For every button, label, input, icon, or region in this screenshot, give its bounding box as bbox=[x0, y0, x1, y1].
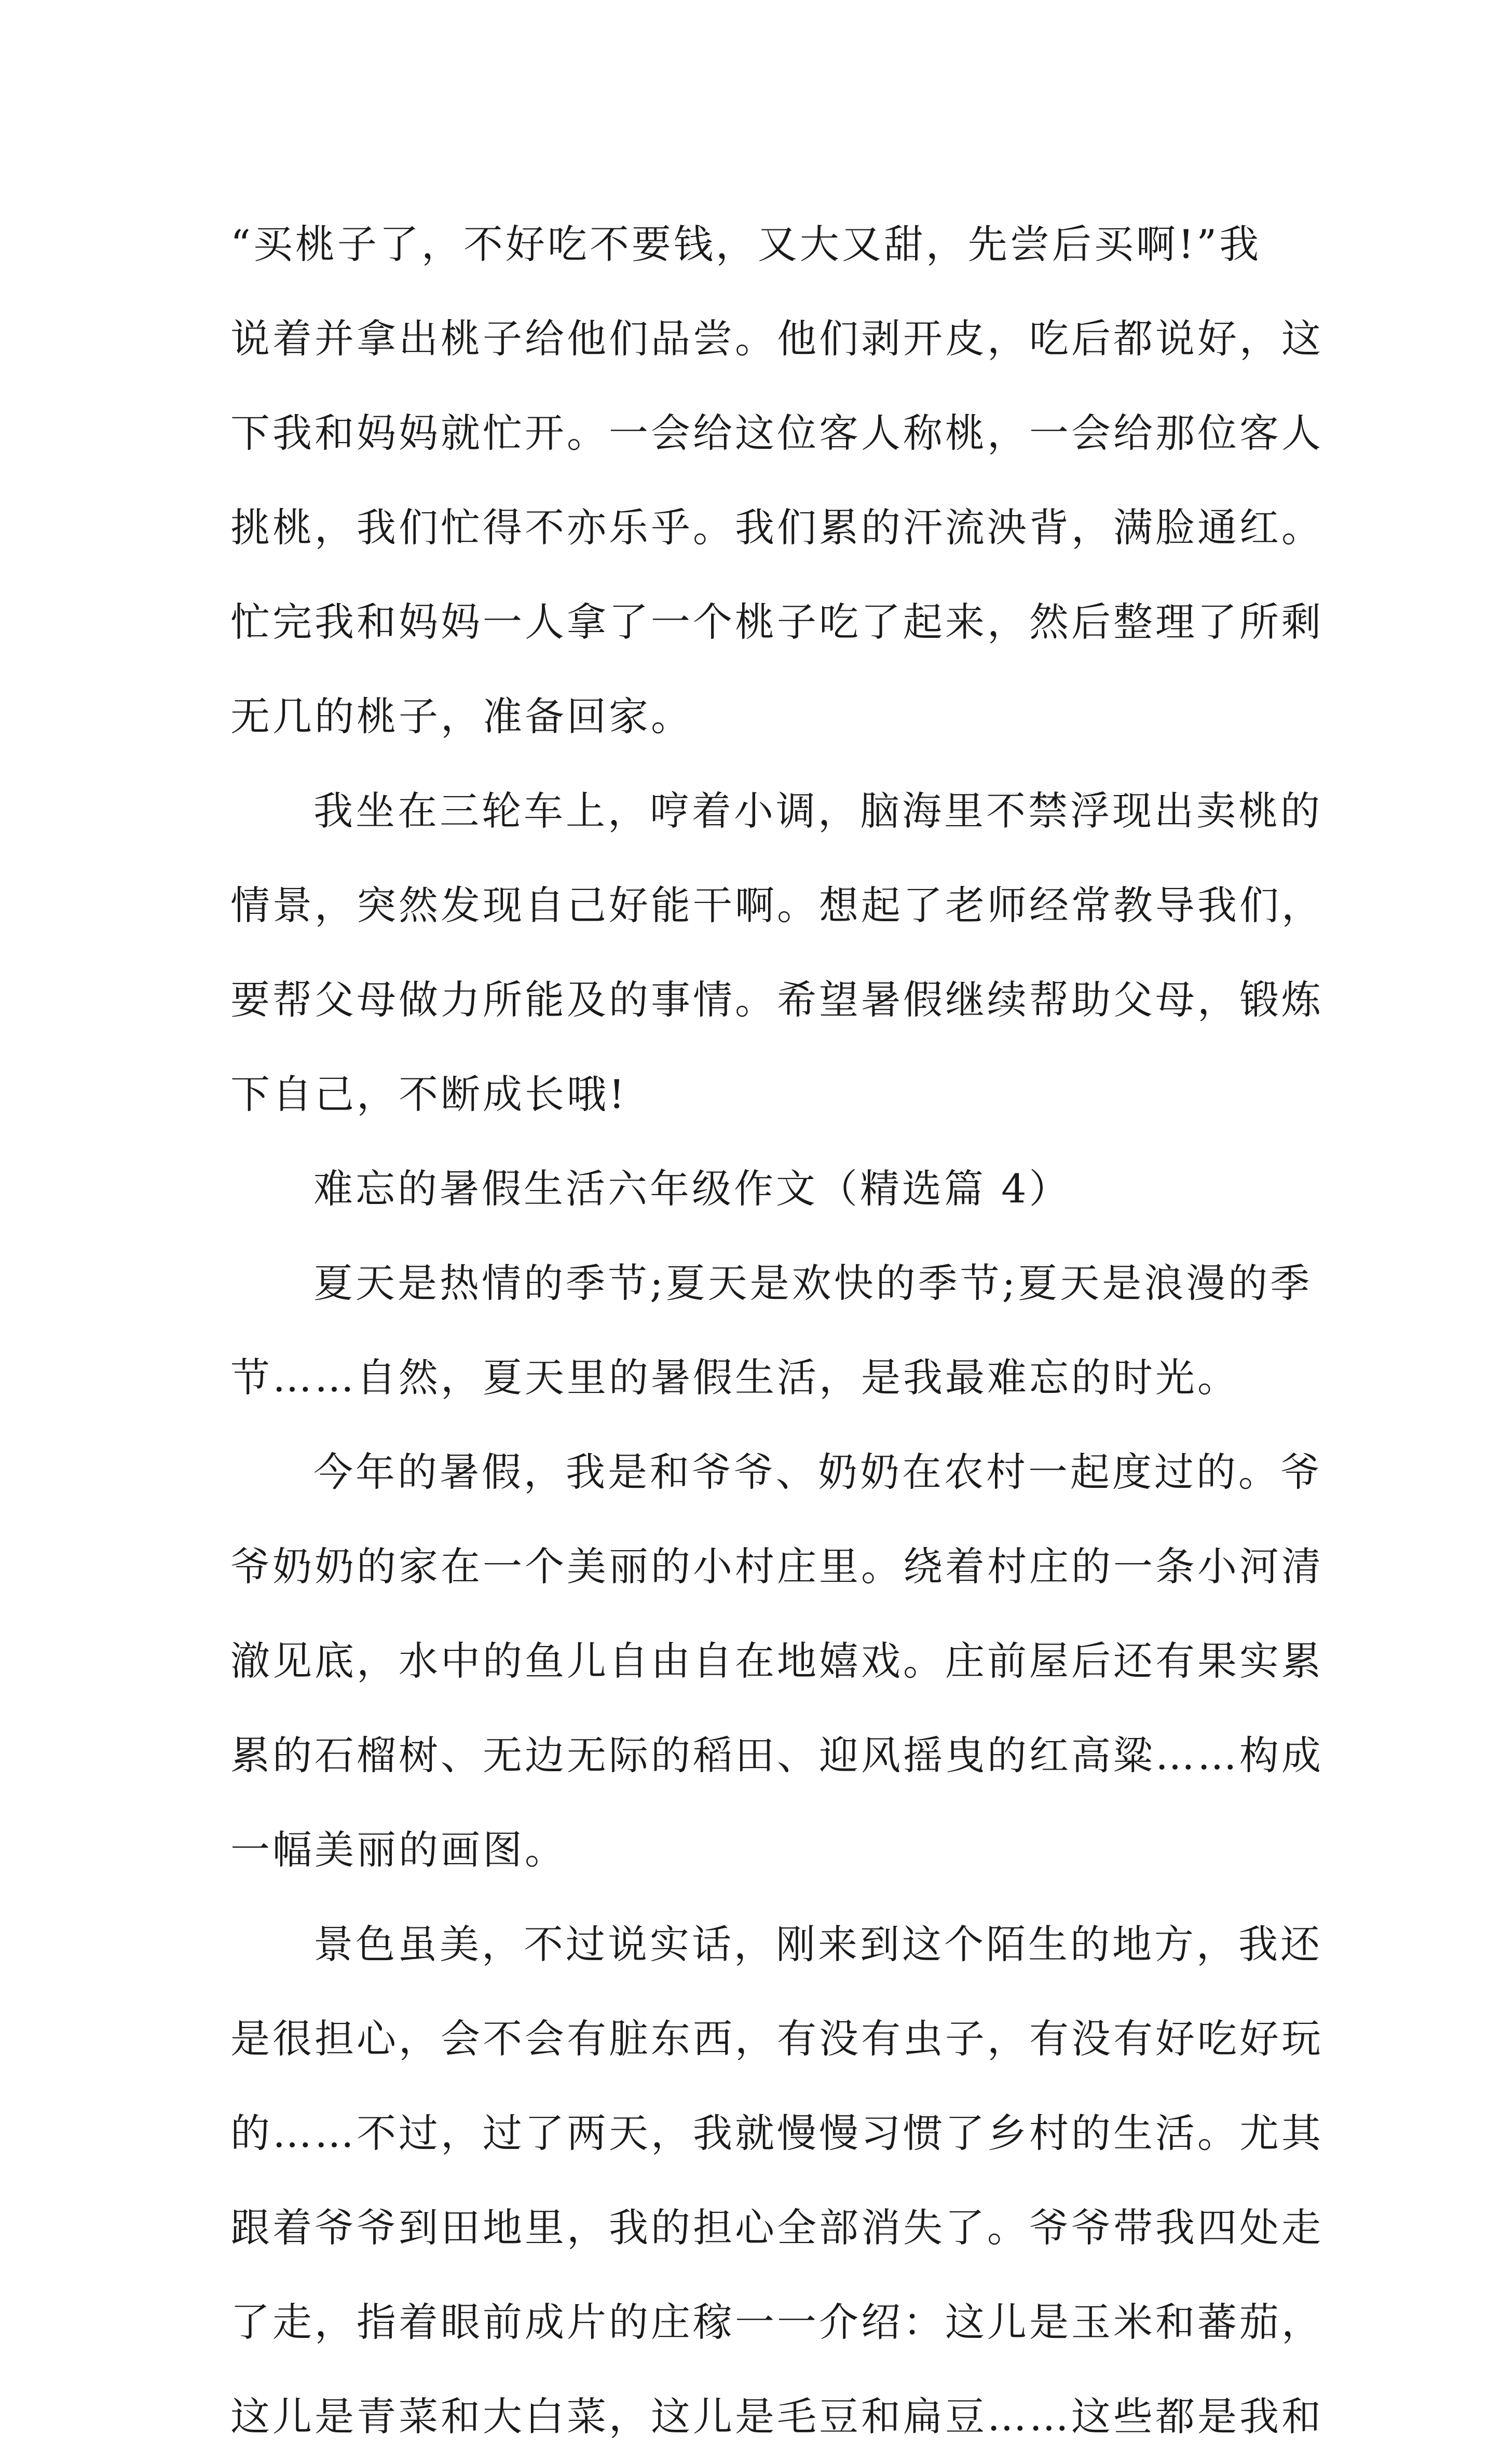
text-line: “买桃子了，不好吃不要钱，又大又甜，先尝后买啊!”我 bbox=[230, 221, 1262, 267]
text-line: 我坐在三轮车上，哼着小调，脑海里不禁浮现出卖桃的 bbox=[313, 788, 1322, 834]
text-line: 澈见底，水中的鱼儿自由自在地嬉戏。庄前屋后还有果实累 bbox=[230, 1638, 1323, 1684]
text-line: 夏天是热情的季节;夏天是欢快的季节;夏天是浪漫的季 bbox=[313, 1260, 1313, 1306]
text-line: 挑桃，我们忙得不亦乐乎。我们累的汗流泱背，满脸通红。 bbox=[230, 504, 1323, 551]
text-line: 下我和妈妈就忙开。一会给这位客人称桃，一会给那位客人 bbox=[230, 410, 1323, 456]
text-line: 的……不过，过了两天，我就慢慢习惯了乡村的生活。尤其 bbox=[230, 2110, 1323, 2156]
text-line: 景色虽美，不过说实话，刚来到这个陌生的地方，我还 bbox=[313, 1921, 1322, 1967]
text-line: 一幅美丽的画图。 bbox=[230, 1827, 567, 1873]
text-line: 是很担心，会不会有脏东西，有没有虫子，有没有好吃好玩 bbox=[230, 2016, 1323, 2062]
text-line: 无几的桃子，准备回家。 bbox=[230, 693, 693, 740]
text-line: 说着并拿出桃子给他们品尝。他们剥开皮，吃后都说好，这 bbox=[230, 316, 1323, 362]
text-line: 节……自然，夏天里的暑假生活，是我最难忘的时光。 bbox=[230, 1354, 1239, 1401]
text-line: 爷奶奶的家在一个美丽的小村庄里。绕着村庄的一条小河清 bbox=[230, 1543, 1323, 1590]
text-line: 情景，突然发现自己好能干啊。想起了老师经常教导我们， bbox=[230, 882, 1323, 928]
text-line: 这儿是青菜和大白菜，这儿是毛豆和扁豆……这些都是我和 bbox=[230, 2393, 1323, 2440]
text-line: 下自己，不断成长哦! bbox=[230, 1071, 627, 1117]
text-line: 要帮父母做力所能及的事情。希望暑假继续帮助父母，锻炼 bbox=[230, 977, 1323, 1023]
text-line: 今年的暑假，我是和爷爷、奶奶在农村一起度过的。爷 bbox=[313, 1449, 1322, 1495]
text-line: 了走，指着眼前成片的庄稼一一介绍：这儿是玉米和蕃茄， bbox=[230, 2299, 1323, 2345]
section-heading: 难忘的暑假生活六年级作文（精选篇 4） bbox=[313, 1166, 1071, 1212]
text-line: 跟着爷爷到田地里，我的担心全部消失了。爷爷带我四处走 bbox=[230, 2205, 1323, 2251]
text-line: 忙完我和妈妈一人拿了一个桃子吃了起来，然后整理了所剩 bbox=[230, 599, 1323, 645]
text-line: 累的石榴树、无边无际的稻田、迎风摇曳的红高粱……构成 bbox=[230, 1732, 1323, 1778]
